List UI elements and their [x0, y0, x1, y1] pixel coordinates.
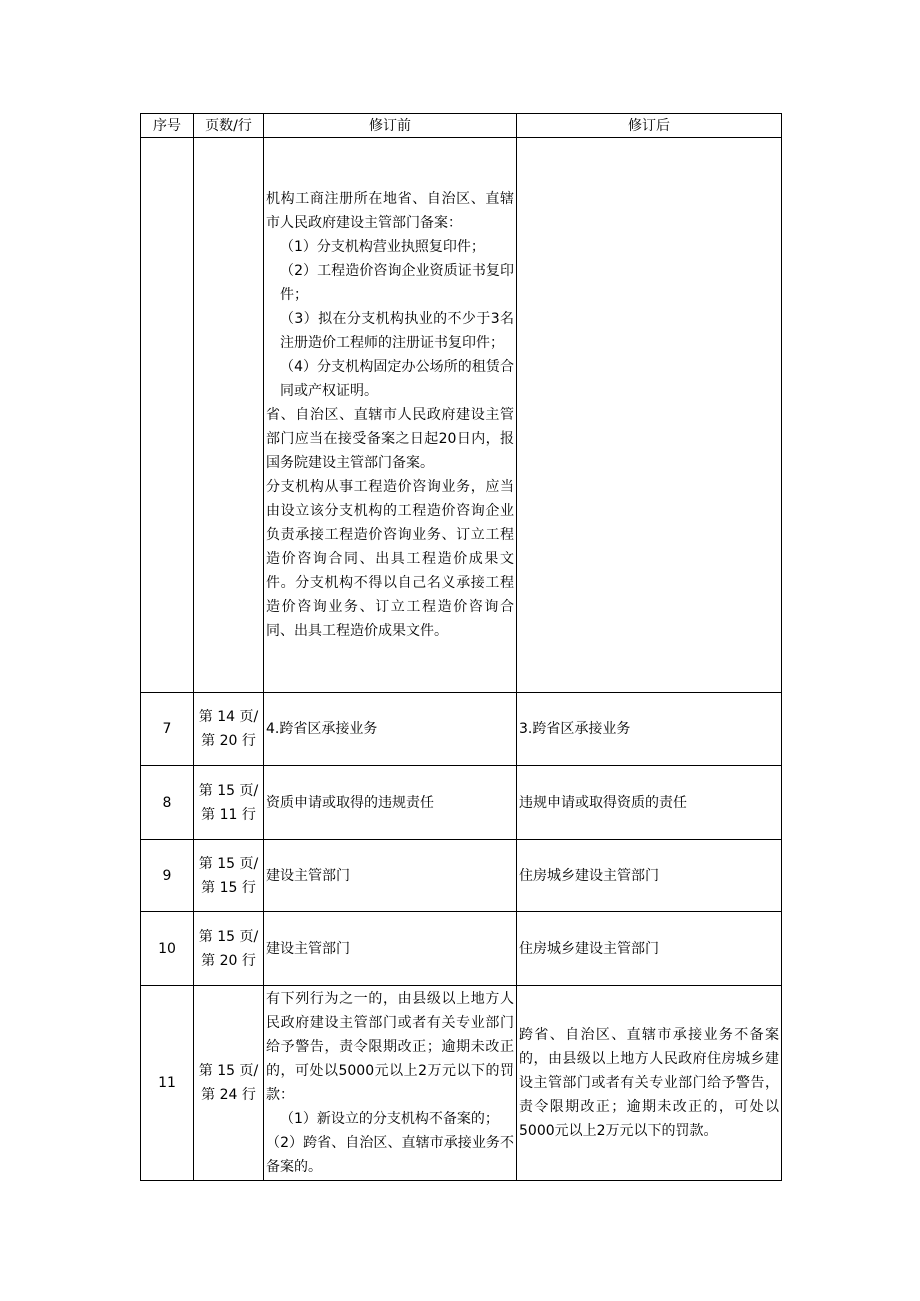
cell-page [194, 986, 264, 1181]
page-line-2: 第 20 行 [201, 952, 256, 969]
before-item-2: （2）跨省、自治区、直辖市承接业务不备案的。 [266, 1135, 514, 1175]
page-line-1: 第 14 页/ [198, 709, 259, 725]
page-line-1: 第 15 页/ [198, 782, 259, 799]
header-no: 序号 [141, 114, 194, 138]
before-para-3: 分支机构从事工程造价咨询业务，应当由设立该分支机构的工程造价咨询企业负责承接工程造价咨询业务、订立工程造价咨询合同、出具工程造价成果文件。分支机构不得以自己名义承接工程造价咨询业务、订立工程造价咨询合同、出具工程造价成果文件。 [266, 479, 514, 639]
cell-after: 住房城乡建设主管部门 [517, 840, 782, 912]
before-item-1: （1）新设立的分支机构不备案的； [280, 1111, 499, 1127]
before-item-1: （1）分支机构营业执照复印件； [280, 239, 485, 255]
cell-after: 3.跨省区承接业务 [517, 693, 782, 766]
cell-page [194, 693, 264, 766]
table-row [141, 912, 782, 986]
cell-after-empty [517, 138, 782, 693]
table-row [141, 840, 782, 912]
cell-before: 4.跨省区承接业务 [264, 693, 517, 766]
cell-no: 10 [141, 912, 194, 986]
before-item-2: （2）工程造价咨询企业资质证书复印件； [280, 263, 514, 303]
page-line-2: 第 15 行 [201, 879, 256, 896]
before-para-1: 机构工商注册所在地省、自治区、直辖市人民政府建设主管部门备案： [266, 191, 514, 231]
before-item-4: （4）分支机构固定办公场所的租赁合同或产权证明。 [280, 359, 514, 399]
header-row [141, 114, 782, 138]
cell-after: 跨省、自治区、直辖市承接业务不备案的，由县级以上地方人民政府住房城乡建设主管部门或者有关专业部门给予警告，责令限期改正；逾期未改正的，可处以5000元以上2万元以下的罚款。 [517, 986, 782, 1181]
cell-no: 7 [141, 693, 194, 766]
cell-before: 建设主管部门 [264, 840, 517, 912]
page-line-2: 第 24 行 [201, 1087, 256, 1103]
cell-page [194, 912, 264, 986]
cell-before [264, 986, 517, 1181]
before-para-2: 省、自治区、直辖市人民政府建设主管部门应当在接受备案之日起20日内，报国务院建设主管部门备案。 [266, 407, 514, 471]
header-page: 页数/行 [194, 114, 264, 138]
revision-table [140, 113, 782, 1181]
header-before: 修订前 [264, 114, 517, 138]
page-line-1: 第 15 页/ [198, 855, 259, 872]
cell-no: 11 [141, 986, 194, 1181]
cell-no: 9 [141, 840, 194, 912]
cell-before: 资质申请或取得的违规责任 [264, 766, 517, 840]
page-line-2: 第 11 行 [201, 806, 256, 823]
table-row [141, 986, 782, 1181]
cell-page [194, 766, 264, 840]
before-item-3: （3）拟在分支机构执业的不少于3名注册造价工程师的注册证书复印件； [280, 311, 514, 351]
cell-page [194, 840, 264, 912]
cell-after: 住房城乡建设主管部门 [517, 912, 782, 986]
cell-no-empty [141, 138, 194, 693]
table-row [141, 693, 782, 766]
cell-page-empty [194, 138, 264, 693]
page-line-1: 第 15 页/ [198, 928, 259, 945]
cell-no: 8 [141, 766, 194, 840]
cell-before-continued [264, 138, 517, 693]
before-para-1: 有下列行为之一的，由县级以上地方人民政府建设主管部门或者有关专业部门给予警告，责令限期改正；逾期未改正的，可处以5000元以上2万元以下的罚款： [266, 991, 514, 1103]
table-row-continued [141, 138, 782, 693]
header-after: 修订后 [517, 114, 782, 138]
page-line-2: 第 20 行 [201, 733, 256, 749]
table-row [141, 766, 782, 840]
cell-before: 建设主管部门 [264, 912, 517, 986]
page-line-1: 第 15 页/ [198, 1063, 259, 1079]
cell-after: 违规申请或取得资质的责任 [517, 766, 782, 840]
